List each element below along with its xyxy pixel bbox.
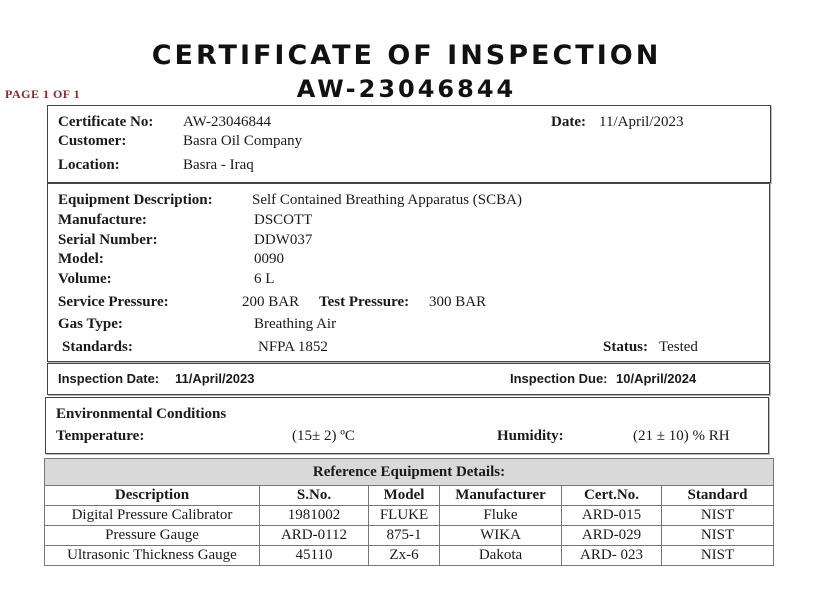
- volume-value: 6 L: [254, 271, 275, 287]
- reference-equipment-table: [44, 458, 774, 566]
- location-value: Basra - Iraq: [183, 157, 254, 173]
- column-header: Cert.No.: [562, 486, 662, 506]
- table-cell: NIST: [662, 506, 774, 526]
- manufacture-value: DSCOTT: [254, 212, 313, 228]
- test-pressure-value: 300 BAR: [429, 294, 487, 310]
- equipment-desc-value: Self Contained Breathing Apparatus (SCBA): [252, 192, 522, 208]
- serial-value: DDW037: [254, 232, 313, 248]
- table-cell: 875-1: [369, 526, 440, 546]
- table-cell: 1981002: [260, 506, 369, 526]
- inspection-date-label: Inspection Date:: [58, 371, 160, 386]
- table-cell: 45110: [260, 546, 369, 566]
- reference-caption: Reference Equipment Details:: [45, 459, 774, 486]
- test-pressure-label: Test Pressure:: [319, 294, 410, 310]
- table-cell: NIST: [662, 526, 774, 546]
- status-label: Status:: [603, 339, 649, 355]
- volume-label: Volume:: [58, 271, 112, 287]
- model-label: Model:: [58, 251, 104, 267]
- model-value: 0090: [254, 251, 284, 267]
- table-cell: NIST: [662, 546, 774, 566]
- table-cell: ARD- 023: [562, 546, 662, 566]
- date-value: 11/April/2023: [599, 114, 684, 130]
- equipment-desc-label: Equipment Description:: [58, 192, 213, 208]
- inspection-due-value: 10/April/2024: [616, 371, 697, 386]
- gas-type-value: Breathing Air: [254, 316, 337, 332]
- page-indicator: PAGE 1 OF 1: [5, 87, 81, 101]
- equipment-section: [47, 183, 770, 362]
- certificate-code: AW-23046844: [296, 75, 517, 103]
- table-cell: ARD-015: [562, 506, 662, 526]
- date-label: Date:: [551, 114, 586, 130]
- table-cell: ARD-0112: [260, 526, 369, 546]
- column-header: S.No.: [260, 486, 369, 506]
- table-row: [45, 526, 774, 546]
- table-row: [45, 506, 774, 526]
- cert-no-value: AW-23046844: [183, 114, 271, 130]
- humidity-value: (21 ± 10) % RH: [633, 428, 730, 444]
- temperature-value: (15± 2) ºC: [292, 428, 355, 444]
- column-header: Standard: [662, 486, 774, 506]
- table-header-row: [45, 486, 774, 506]
- table-cell: Zx-6: [369, 546, 440, 566]
- environment-heading: Environmental Conditions: [56, 406, 227, 422]
- table-cell: FLUKE: [369, 506, 440, 526]
- standards-value: NFPA 1852: [258, 339, 328, 355]
- temperature-label: Temperature:: [56, 428, 145, 444]
- column-header: Manufacturer: [440, 486, 562, 506]
- serial-label: Serial Number:: [58, 232, 158, 248]
- cert-no-label: Certificate No:: [58, 114, 154, 130]
- table-cell: Ultrasonic Thickness Gauge: [45, 546, 260, 566]
- column-header: Description: [45, 486, 260, 506]
- inspection-due-label: Inspection Due:: [510, 371, 608, 386]
- humidity-label: Humidity:: [497, 428, 564, 444]
- inspection-date-value: 11/April/2023: [175, 371, 255, 386]
- service-pressure-label: Service Pressure:: [58, 294, 169, 310]
- table-cell: Digital Pressure Calibrator: [45, 506, 260, 526]
- table-row: [45, 546, 774, 566]
- customer-value: Basra Oil Company: [183, 133, 303, 149]
- status-value: Tested: [659, 339, 698, 355]
- table-cell: Fluke: [440, 506, 562, 526]
- service-pressure-value: 200 BAR: [242, 294, 300, 310]
- table-cell: Pressure Gauge: [45, 526, 260, 546]
- customer-label: Customer:: [58, 133, 127, 149]
- table-cell: Dakota: [440, 546, 562, 566]
- column-header: Model: [369, 486, 440, 506]
- manufacture-label: Manufacture:: [58, 212, 147, 228]
- certificate-title: CERTIFICATE OF INSPECTION: [151, 40, 662, 71]
- table-cell: ARD-029: [562, 526, 662, 546]
- table-cell: WIKA: [440, 526, 562, 546]
- location-label: Location:: [58, 157, 120, 173]
- standards-label: Standards:: [62, 339, 133, 355]
- gas-type-label: Gas Type:: [58, 316, 123, 332]
